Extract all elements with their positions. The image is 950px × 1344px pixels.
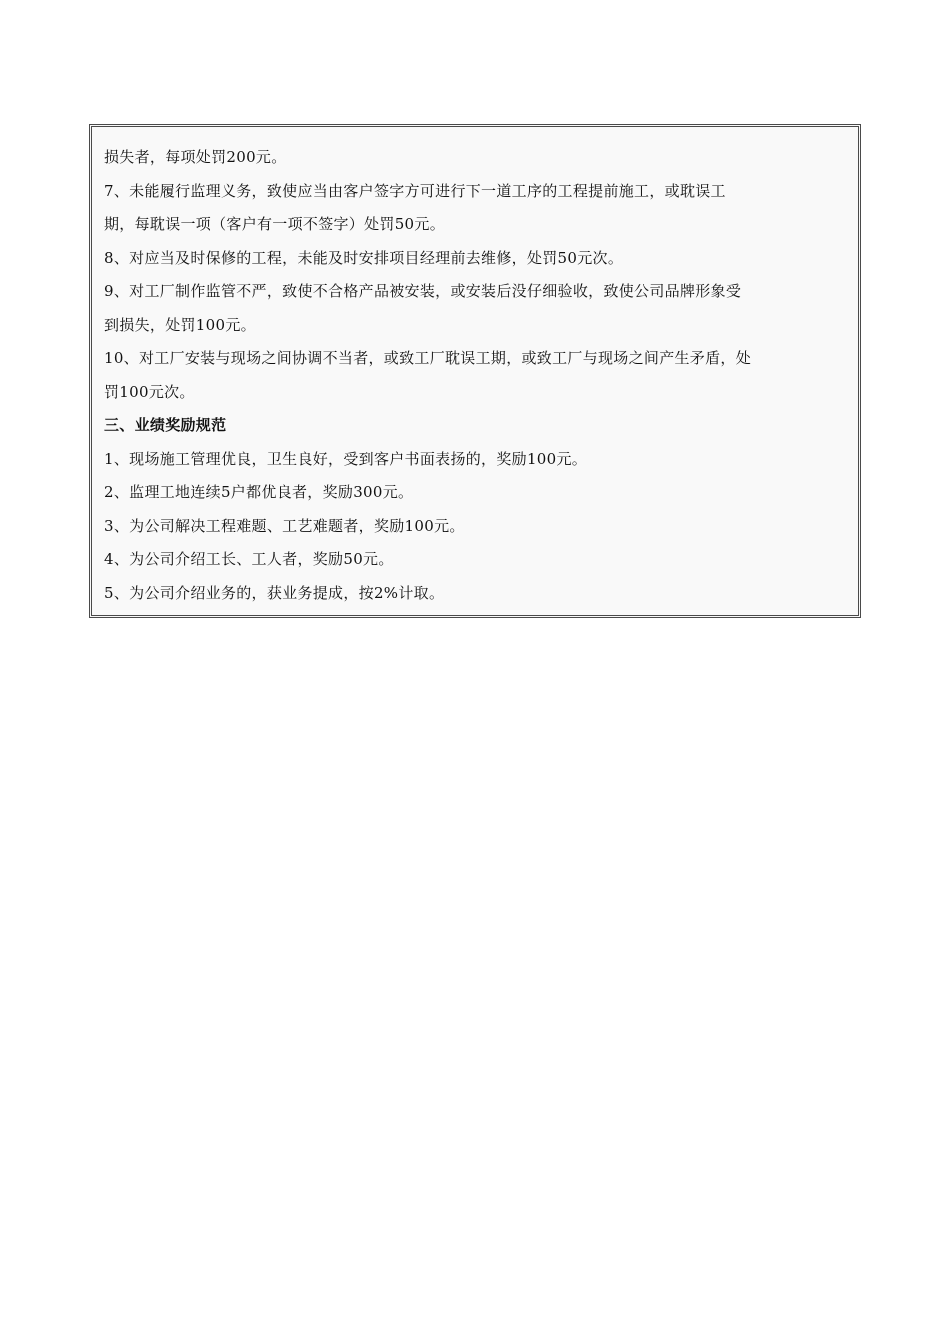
penalty-line: 到损失，处罚100元。 [104, 315, 256, 334]
penalty-line: 10、对工厂安装与现场之间协调不当者，或致工厂耽误工期，或致工厂与现场之间产生矛盾，处 [104, 349, 751, 367]
reward-line: 2、监理工地连续5户都优良者，奖励300元。 [104, 483, 414, 501]
penalty-line: 7、未能履行监理义务，致使应当由客户签字方可进行下一道工序的工程提前施工，或耽误工 [104, 181, 726, 200]
reward-line: 3、为公司解决工程难题、工艺难题者，奖励100元。 [104, 516, 465, 535]
section-heading: 三、业绩奖励规范 [104, 416, 227, 434]
reward-line: 1、现场施工管理优良，卫生良好，受到客户书面表扬的，奖励100元。 [104, 449, 588, 468]
penalty-line: 8、对应当及时保修的工程，未能及时安排项目经理前去维修，处罚50元次。 [104, 248, 624, 267]
content-box [89, 124, 861, 618]
reward-line: 4、为公司介绍工长、工人者，奖励50元。 [104, 550, 394, 568]
penalty-line: 损失者，每项处罚200元。 [104, 148, 287, 166]
penalty-line: 9、对工厂制作监管不严，致使不合格产品被安装，或安装后没仔细验收，致使公司品牌形象受 [104, 282, 742, 300]
penalty-line: 罚100元次。 [104, 382, 195, 401]
penalty-line: 期，每耽误一项（客户有一项不签字）处罚50元。 [104, 215, 445, 233]
reward-line: 5、为公司介绍业务的，获业务提成，按2%计取。 [104, 583, 445, 602]
